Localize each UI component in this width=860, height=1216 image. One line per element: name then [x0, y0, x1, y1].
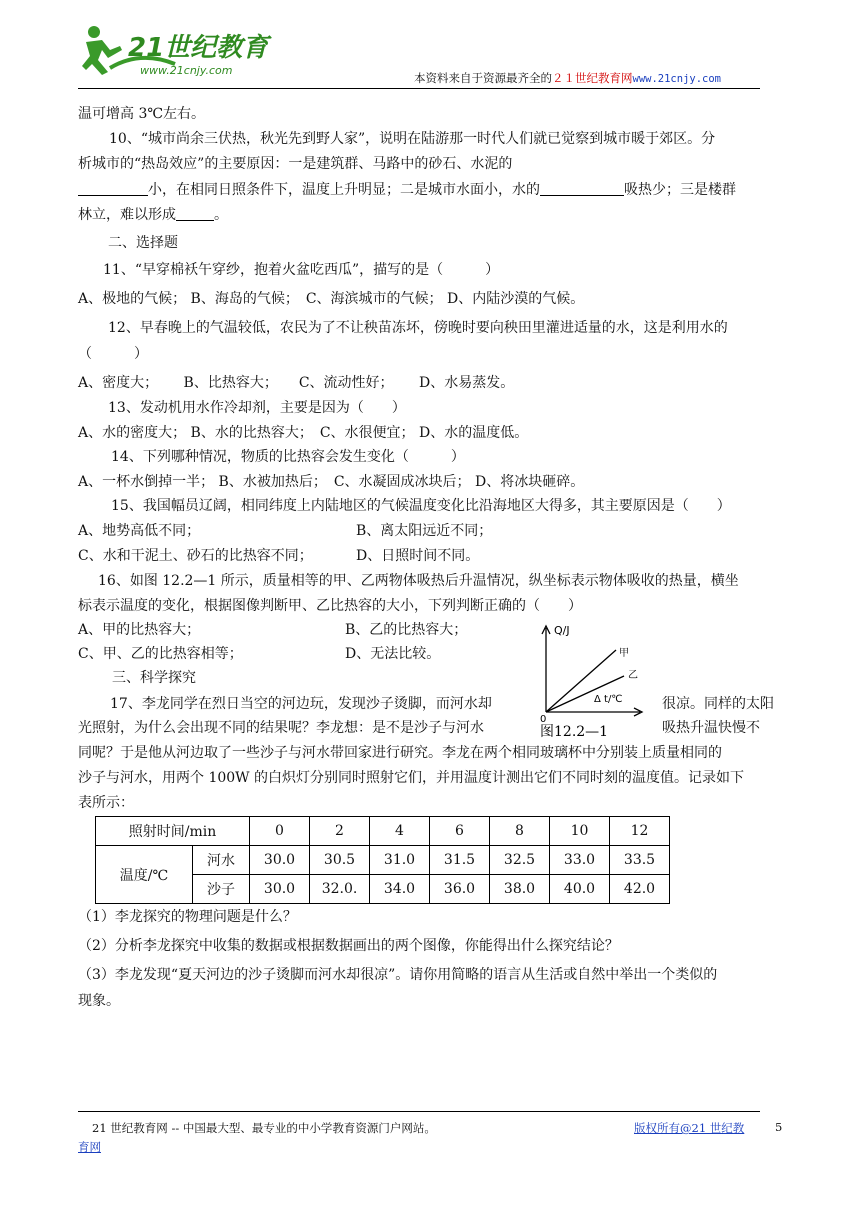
- text-line: 标表示温度的变化，根据图像判断甲、乙比热容的大小，下列判断正确的（ ）: [78, 598, 582, 614]
- question-11: 11、“早穿棉袄午穿纱，抱着火盆吃西瓜”，描写的是（ ）: [103, 262, 500, 278]
- text-line: （ ）: [78, 346, 148, 362]
- text-line: 林立，难以形成 。: [78, 207, 228, 223]
- table-cell: 6: [430, 817, 490, 846]
- table-cell: 38.0: [490, 875, 550, 904]
- text-line: 小，在相同日照条件下，温度上升明显；二是城市水面小，水的 吸热少；三是楼群: [78, 180, 736, 200]
- option-16c: C、甲、乙的比热容相等；: [78, 646, 243, 662]
- table-cell: 12: [610, 817, 670, 846]
- option-16b: B、乙的比热容大；: [345, 622, 468, 638]
- question-17: 17、李龙同学在烈日当空的河边玩，发现沙子烫脚，而河水却: [110, 696, 492, 712]
- sub-question-2: （2）分析李龙探究中收集的数据或根据数据画出的两个图像，你能得出什么探究结论？: [78, 938, 619, 954]
- graph-xlabel: Δ t/℃: [594, 694, 623, 705]
- table-cell: 34.0: [370, 875, 430, 904]
- option-15a: A、地势高低不同；: [78, 523, 201, 539]
- question-16: 16、如图 12.2—1 所示，质量相等的甲、乙两物体吸热后升温情况，纵坐标表示物体吸收的热量，横坐: [98, 573, 739, 589]
- table-header-time: 照射时间/min: [96, 817, 250, 846]
- text-line: 很凉。同样的太阳: [662, 696, 774, 712]
- table-cell: 36.0: [430, 875, 490, 904]
- table-cell: 2: [310, 817, 370, 846]
- question-15: 15、我国幅员辽阔，相同纬度上内陆地区的气候温度变化比沿海地区大得多，其主要原因是（ ）: [111, 498, 731, 514]
- option-15c: C、水和干泥土、砂石的比热容不同；: [78, 548, 313, 564]
- answer-blank[interactable]: [78, 181, 148, 196]
- footer-rule: [78, 1111, 760, 1112]
- table-row: [96, 846, 670, 875]
- text-line: 温可增高 3℃左右。: [78, 106, 206, 122]
- text-line: 析城市的“热岛效应”的主要原因：一是建筑群、马路中的砂石、水泥的: [78, 156, 513, 172]
- graph-label-yi: 乙: [628, 670, 638, 681]
- question-10: 10、“城市尚余三伏热，秋光先到野人家”，说明在陆游那一时代人们就已觉察到城市暖于郊区。分: [109, 131, 716, 147]
- figure-graph: [524, 620, 654, 740]
- table-cell: 0: [250, 817, 310, 846]
- table-row: [96, 817, 670, 846]
- options-13: A、水的密度大； B、水的比热容大； C、水很便宜； D、水的温度低。: [78, 425, 529, 441]
- section-heading: 二、选择题: [108, 235, 178, 251]
- graph-label-jia: 甲: [619, 648, 629, 659]
- answer-blank[interactable]: [540, 181, 624, 196]
- text-line: 现象。: [78, 993, 120, 1009]
- question-13: 13、发动机用水作冷却剂，主要是因为（ ）: [108, 400, 406, 416]
- section-heading: 三、科学探究: [112, 670, 196, 686]
- header-url[interactable]: www.21cnjy.com: [632, 73, 722, 85]
- options-12: A、密度大； B、比热容大； C、流动性好； D、水易蒸发。: [78, 375, 515, 391]
- table-cell: 30.5: [310, 846, 370, 875]
- header-site-name: ２１世纪教育网: [552, 71, 633, 85]
- question-14: 14、下列哪种情况，物质的比热容会发生变化（ ）: [111, 449, 465, 465]
- sub-question-1: （1）李龙探究的物理问题是什么？: [78, 909, 297, 925]
- text-line: 表所示：: [78, 795, 134, 811]
- table-cell: 4: [370, 817, 430, 846]
- option-16a: A、甲的比热容大；: [78, 622, 201, 638]
- table-cell: 32.0.: [310, 875, 370, 904]
- graph-ylabel: Q/J: [554, 624, 570, 637]
- sub-question-3: （3）李龙发现“夏天河边的沙子烫脚而河水却很凉”。请你用简略的语言从生活或自然中举出一个类似的: [78, 967, 718, 983]
- page-number: 5: [775, 1120, 783, 1134]
- table-cell: 40.0: [550, 875, 610, 904]
- option-15b: B、离太阳远近不同；: [356, 523, 493, 539]
- options-14: A、一杯水倒掉一半； B、水被加热后； C、水凝固成冰块后； D、将冰块砸碎。: [78, 474, 585, 490]
- table-cell: 42.0: [610, 875, 670, 904]
- options-11: A、极地的气候； B、海岛的气候； C、海滨城市的气候； D、内陆沙漠的气候。: [78, 291, 585, 307]
- text-line: 沙子与河水，用两个 100W 的白炽灯分别同时照射它们，并用温度计测出它们不同时刻的温度值。记录如下: [78, 770, 745, 786]
- logo-url: www.21cnjy.com: [140, 64, 233, 77]
- text-line: 吸热升温快慢不: [662, 720, 760, 736]
- footer-copyright-link-cont[interactable]: 育网: [78, 1140, 101, 1154]
- header-source: 本资料来自于资源最齐全的２１世纪教育网www.21cnjy.com: [414, 71, 722, 85]
- graph-caption: 图12.2—1: [540, 724, 609, 740]
- data-table: [95, 816, 670, 904]
- table-temp-label: 温度/℃: [96, 846, 193, 904]
- table-cell: 33.0: [550, 846, 610, 875]
- table-row-name: 沙子: [193, 875, 250, 904]
- table-cell: 33.5: [610, 846, 670, 875]
- header-rule: [78, 88, 760, 89]
- text-line: 同呢？于是他从河边取了一些沙子与河水带回家进行研究。李龙在两个相同玻璃杯中分别装上质量相同的: [78, 745, 722, 761]
- option-16d: D、无法比较。: [345, 646, 441, 662]
- footer-text: 21 世纪教育网 -- 中国最大型、最专业的中小学教育资源门户网站。: [92, 1121, 436, 1135]
- site-logo: [80, 20, 285, 80]
- graph-origin: 0: [540, 714, 547, 725]
- table-cell: 31.5: [430, 846, 490, 875]
- table-cell: 32.5: [490, 846, 550, 875]
- table-cell: 31.0: [370, 846, 430, 875]
- question-12: 12、早春晚上的气温较低，农民为了不让秧苗冻坏，傍晚时要向秧田里灌进适量的水，这是利用水的: [108, 320, 728, 336]
- table-cell: 10: [550, 817, 610, 846]
- text-line: 光照射，为什么会出现不同的结果呢？李龙想：是不是沙子与河水: [78, 720, 484, 736]
- answer-blank[interactable]: [176, 206, 214, 221]
- table-row-name: 河水: [193, 846, 250, 875]
- logo-text: 21世纪教育: [128, 33, 269, 63]
- footer-copyright-link[interactable]: 版权所有@21 世纪教: [634, 1121, 745, 1135]
- option-15d: D、日照时间不同。: [356, 548, 480, 564]
- table-cell: 8: [490, 817, 550, 846]
- table-cell: 30.0: [250, 875, 310, 904]
- table-cell: 30.0: [250, 846, 310, 875]
